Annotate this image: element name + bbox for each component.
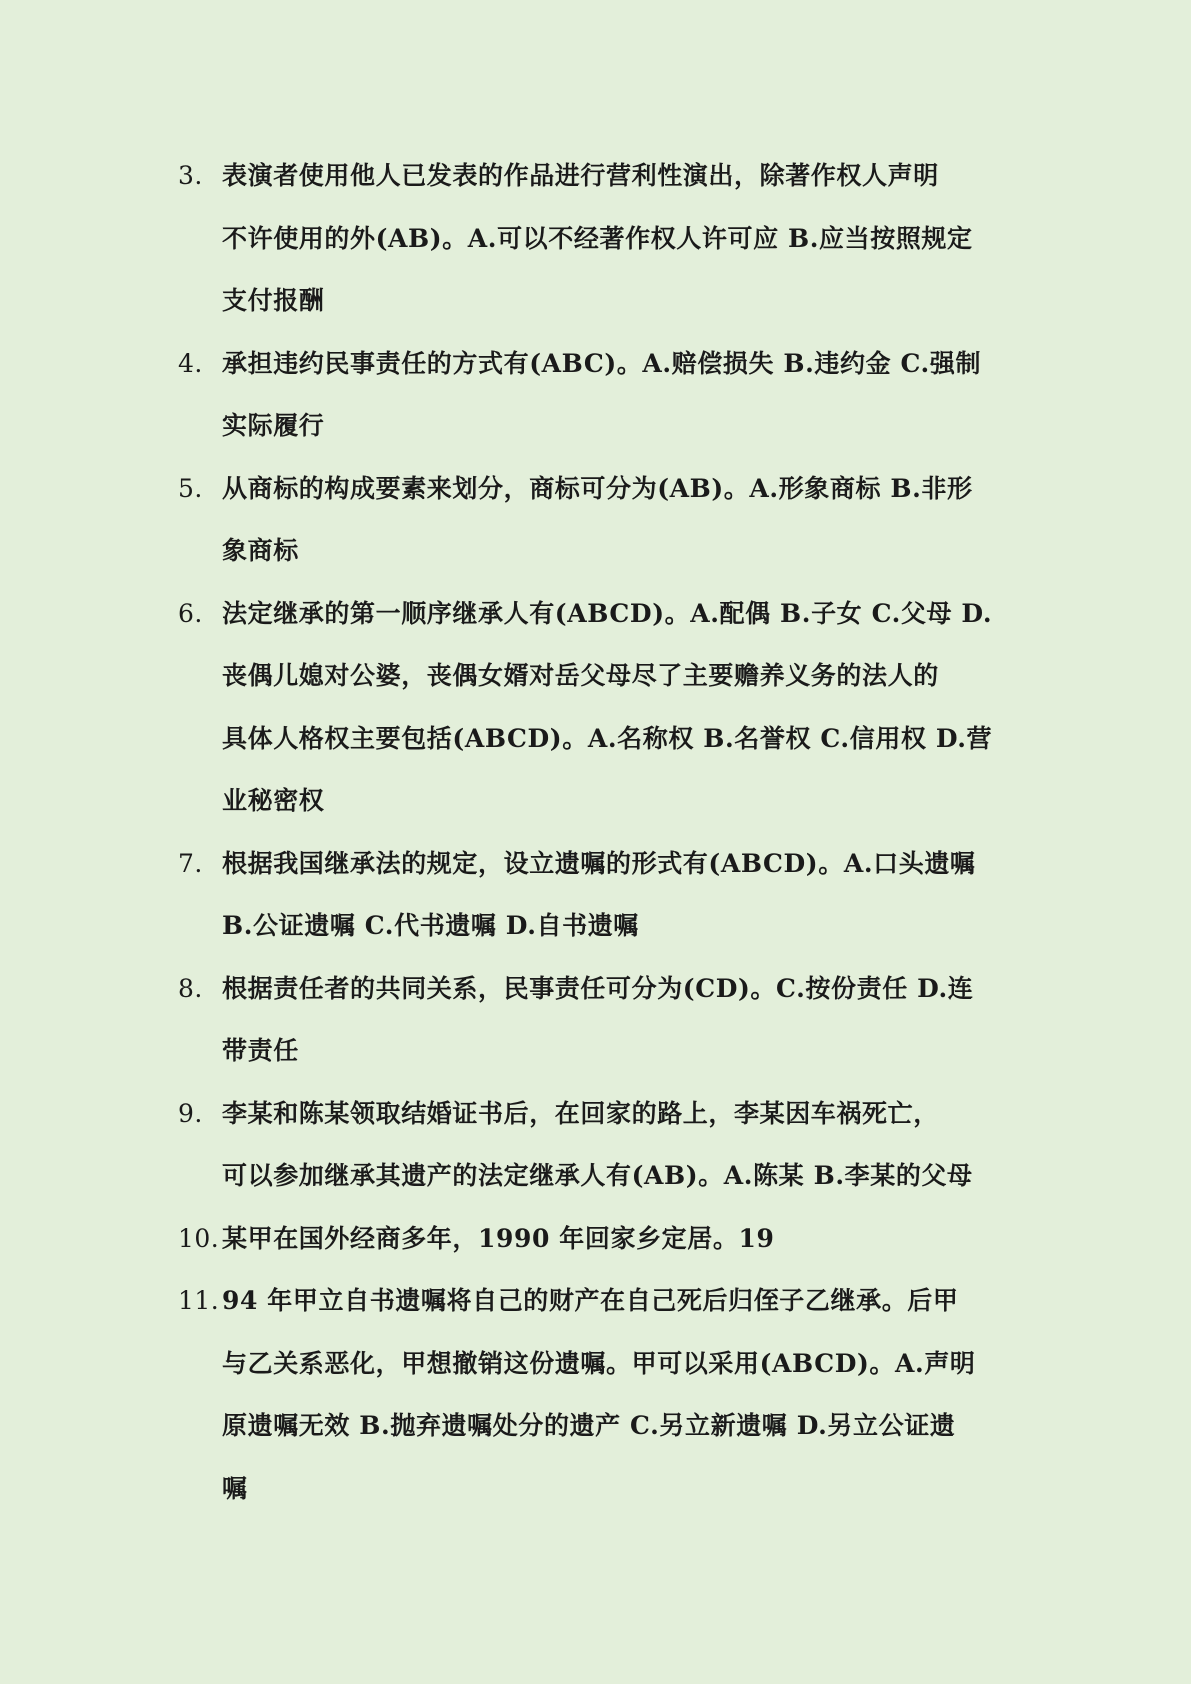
text-line: 法定继承的第一顺序继承人有(ABCD)。A.配偶 B.子女 C.父母 D. xyxy=(222,598,993,628)
item-text xyxy=(222,958,1026,1083)
list-item xyxy=(178,333,1026,458)
text-line: 可以参加继承其遗产的法定继承人有(AB)。A.陈某 B.李某的父母 xyxy=(222,1161,973,1190)
item-number: 3. xyxy=(178,161,203,190)
list-item xyxy=(178,1270,1026,1520)
item-number: 6. xyxy=(178,598,203,628)
item-text xyxy=(222,333,1026,458)
text-line: 嘱 xyxy=(222,1473,248,1503)
list-item xyxy=(178,1083,1026,1208)
text-line: B.公证遗嘱 C.代书遗嘱 D.自书遗嘱 xyxy=(222,911,639,940)
text-line: 具体人格权主要包括(ABCD)。A.名称权 B.名誉权 C.信用权 D.营 xyxy=(222,723,993,753)
item-text xyxy=(222,1083,1026,1208)
item-number: 11. xyxy=(178,1286,220,1315)
item-text xyxy=(222,583,1026,833)
text-line: 与乙关系恶化，甲想撤销这份遗嘱。甲可以采用(ABCD)。A.声明 xyxy=(222,1348,976,1378)
text-line: 业秘密权 xyxy=(222,786,325,815)
text-line: 94 年甲立自书遗嘱将自己的财产在自己死后归侄子乙继承。后甲 xyxy=(222,1286,959,1315)
item-number: 7. xyxy=(178,848,203,878)
item-text xyxy=(222,458,1026,583)
text-line: 表演者使用他人已发表的作品进行营利性演出，除著作权人声明 xyxy=(222,161,939,190)
item-number: 8. xyxy=(178,973,203,1003)
text-line: 带责任 xyxy=(222,1036,299,1065)
item-number: 10. xyxy=(178,1223,220,1253)
list-item xyxy=(178,458,1026,583)
text-line: 丧偶儿媳对公婆，丧偶女婿对岳父母尽了主要赡养义务的法人的 xyxy=(222,661,939,690)
text-line: 李某和陈某领取结婚证书后，在回家的路上，李某因车祸死亡， xyxy=(222,1098,939,1128)
text-line: 不许使用的外(AB)。A.可以不经著作权人许可应 B.应当按照规定 xyxy=(222,223,973,253)
list-item xyxy=(178,958,1026,1083)
item-number: 4. xyxy=(178,348,203,378)
list-item xyxy=(178,833,1026,958)
text-line: 根据我国继承法的规定，设立遗嘱的形式有(ABCD)。A.口头遗嘱 xyxy=(222,848,976,878)
text-line: 原遗嘱无效 B.抛弃遗嘱处分的遗产 C.另立新遗嘱 D.另立公证遗 xyxy=(222,1411,956,1440)
text-line: 实际履行 xyxy=(222,411,325,440)
text-line: 支付报酬 xyxy=(222,286,325,315)
text-line: 象商标 xyxy=(222,536,299,565)
text-line: 某甲在国外经商多年，1990 年回家乡定居。19 xyxy=(222,1223,775,1253)
item-number: 5. xyxy=(178,473,203,503)
item-text xyxy=(222,1270,1026,1520)
text-line: 从商标的构成要素来划分，商标可分为(AB)。A.形象商标 B.非形 xyxy=(222,473,973,503)
list-item xyxy=(178,583,1026,833)
item-number: 9. xyxy=(178,1098,203,1128)
list-item xyxy=(178,1208,1026,1271)
list-item xyxy=(178,145,1026,333)
item-text xyxy=(222,145,1026,333)
text-line: 根据责任者的共同关系，民事责任可分为(CD)。C.按份责任 D.连 xyxy=(222,973,974,1003)
item-text xyxy=(222,833,1026,958)
text-line: 承担违约民事责任的方式有(ABC)。A.赔偿损失 B.违约金 C.强制 xyxy=(222,348,982,378)
item-text xyxy=(222,1208,1026,1271)
